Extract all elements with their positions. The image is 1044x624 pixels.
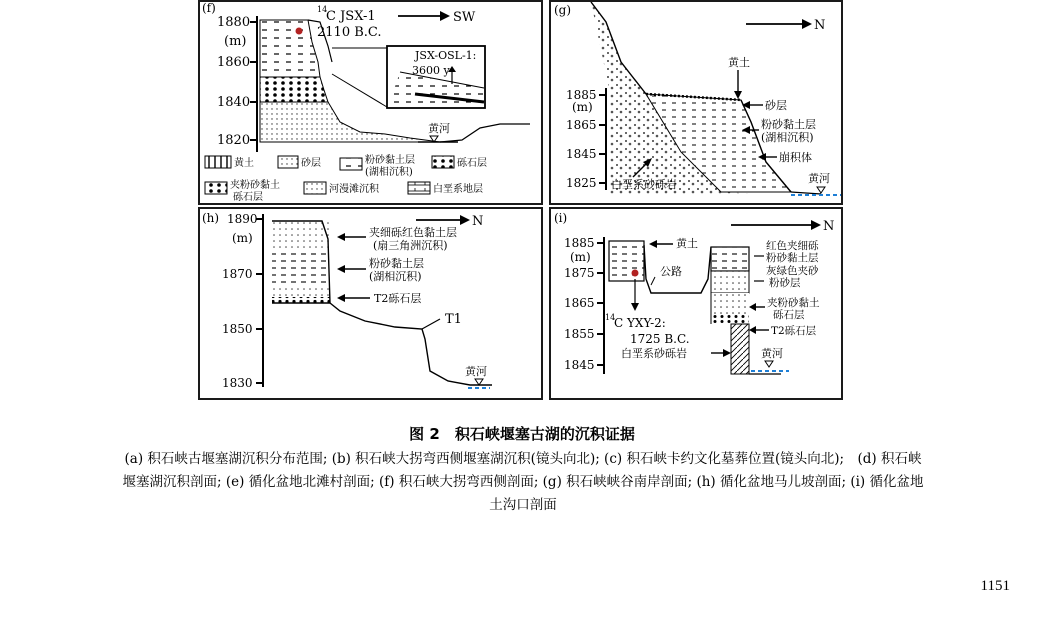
label-fan-delta-2: (扇三角洲沉积) — [373, 239, 448, 252]
sample-dot-i — [632, 270, 639, 277]
t2-gravel-i — [711, 315, 749, 324]
sample-age-i: 1725 B.C. — [630, 332, 690, 346]
tick-1870: 1870 — [222, 267, 253, 281]
label-loess-g: 黄土 — [728, 56, 750, 69]
panel-g-label: (g) — [554, 3, 572, 17]
label-silt-gravel-1: 夹粉砂黏土 — [767, 297, 820, 309]
label-sand-g: 砂层 — [765, 99, 787, 112]
lake-layer-h — [272, 251, 330, 285]
page-number: 1151 — [980, 578, 1010, 594]
panel-g — [549, 0, 843, 205]
figure-caption — [33, 448, 1013, 517]
label-red-1: 红色夹细砾 — [766, 240, 819, 252]
label-t2-i: T2砾石层 — [771, 325, 817, 337]
label-loess-i: 黄土 — [676, 237, 698, 250]
left-block-i — [609, 241, 644, 281]
panel-i-drawing — [551, 209, 843, 400]
panel-f — [198, 0, 543, 205]
panel-h-label: (h) — [202, 211, 220, 225]
caption-line-1: (a) 积石峡古堰塞湖沉积分布范围; (b) 积石峡大拐弯西侧堰塞湖沉积(镜头向北); (c) 积石峡卡约文化墓葬位置(镜头向北); (d) 积石峡 — [124, 451, 922, 467]
label-silt-h: 粉砂黏土层 — [369, 257, 424, 270]
tick-1825: 1825 — [566, 176, 597, 190]
panel-f-label: (f) — [202, 2, 216, 15]
svg-text:白垩系地层: 白垩系地层 — [433, 184, 483, 195]
direction-h: N — [472, 214, 484, 229]
tick-1865: 1865 — [566, 118, 597, 132]
tick-1840: 1840 — [217, 95, 251, 110]
svg-text:河漫滩沉积: 河漫滩沉积 — [329, 184, 379, 195]
panel-i — [549, 207, 843, 400]
isotope-f: 14 — [317, 5, 328, 14]
label-t2-h: T2砾石层 — [374, 292, 422, 305]
label-bedrock-g: 白垩系砂砾岩 — [611, 178, 677, 191]
fan-delta-layer — [272, 221, 330, 251]
river-h: 黄河 — [465, 365, 487, 378]
legend-f — [205, 153, 487, 203]
sample-f: C JSX-1 — [326, 9, 376, 24]
inset-sample: JSX-OSL-1: — [415, 49, 477, 62]
svg-text:粉砂黏土层: 粉砂黏土层 — [365, 155, 415, 166]
tick-1850: 1850 — [222, 322, 253, 336]
tick-i-1885: 1885 — [564, 236, 595, 250]
tick-i-1875: 1875 — [564, 266, 595, 280]
label-green-2: 粉砂层 — [769, 277, 801, 289]
figure-title-text: 积石峡堰塞古湖的沉积证据 — [454, 425, 635, 443]
panel-f-drawing — [200, 2, 543, 205]
sample-age-f: 2110 B.C. — [317, 25, 382, 40]
svg-text:砾石层: 砾石层 — [233, 192, 263, 203]
label-silt-gravel-2: 砾石层 — [773, 309, 805, 321]
svg-text:砾石层: 砾石层 — [457, 158, 487, 169]
label-green-1: 灰绿色夹砂 — [766, 265, 819, 277]
unit-h: (m) — [232, 231, 253, 245]
direction-g: N — [814, 18, 826, 33]
tick-i-1855: 1855 — [564, 327, 595, 341]
tick-1845: 1845 — [566, 147, 597, 161]
label-road: 公路 — [660, 265, 682, 278]
unit-i: (m) — [570, 250, 591, 264]
panel-g-drawing — [551, 2, 843, 205]
label-lake-h: (湖相沉积) — [369, 270, 422, 283]
unit-g: (m) — [572, 100, 593, 114]
river-f: 黄河 — [428, 122, 450, 135]
label-lake-g: (湖相沉积) — [761, 131, 814, 144]
tick-1830: 1830 — [222, 376, 253, 390]
svg-text:黄土: 黄土 — [234, 158, 254, 169]
figure-number: 图 2 — [409, 425, 440, 443]
caption-line-3: 土沟口剖面 — [489, 497, 557, 513]
t2-gravel-h — [272, 297, 330, 303]
caption-line-2: 堰塞湖沉积剖面; (e) 循化盆地北滩村剖面; (f) 积石峡大拐弯西侧剖面; (g) 积石峡峡谷南岸剖面; (h) 循化盆地马儿坡剖面; (i) 循化盆地 — [122, 474, 924, 490]
label-red-2: 粉砂黏土层 — [766, 252, 819, 264]
label-silt-g: 粉砂黏土层 — [761, 118, 816, 131]
svg-text:(湖相沉积): (湖相沉积) — [365, 167, 413, 178]
panel-h — [198, 207, 543, 400]
river-g: 黄河 — [808, 172, 830, 185]
label-bedrock-i: 白垩系砂砾岩 — [621, 347, 687, 360]
tick-i-1845: 1845 — [564, 358, 595, 372]
svg-text:夹粉砂黏土: 夹粉砂黏土 — [230, 180, 280, 191]
direction-f: SW — [453, 10, 476, 25]
svg-text:砂层: 砂层 — [301, 158, 321, 169]
tick-1860: 1860 — [217, 55, 251, 70]
panel-h-drawing — [200, 209, 543, 400]
label-collapse-g: 崩积体 — [779, 151, 812, 164]
bedrock-i — [731, 324, 749, 374]
direction-i: N — [823, 219, 835, 234]
tick-1890: 1890 — [227, 212, 258, 226]
river-i: 黄河 — [761, 347, 783, 360]
label-fan-delta: 夹细砾红色黏土层 — [369, 226, 457, 239]
tick-1885: 1885 — [566, 88, 597, 102]
tick-i-1865: 1865 — [564, 296, 595, 310]
terrace-t1: T1 — [445, 312, 462, 327]
figure-title — [0, 423, 1044, 444]
inset-age: 3600 y — [412, 64, 450, 77]
sample-i: C YXY-2: — [614, 316, 666, 330]
unit-f: (m) — [224, 34, 247, 49]
panel-i-label: (i) — [554, 211, 568, 225]
sample-dot-f — [296, 28, 303, 35]
tick-1820: 1820 — [217, 133, 251, 148]
tick-1880: 1880 — [217, 15, 251, 30]
isotope-i: 14 — [605, 313, 616, 322]
section-loess-f — [260, 20, 320, 77]
